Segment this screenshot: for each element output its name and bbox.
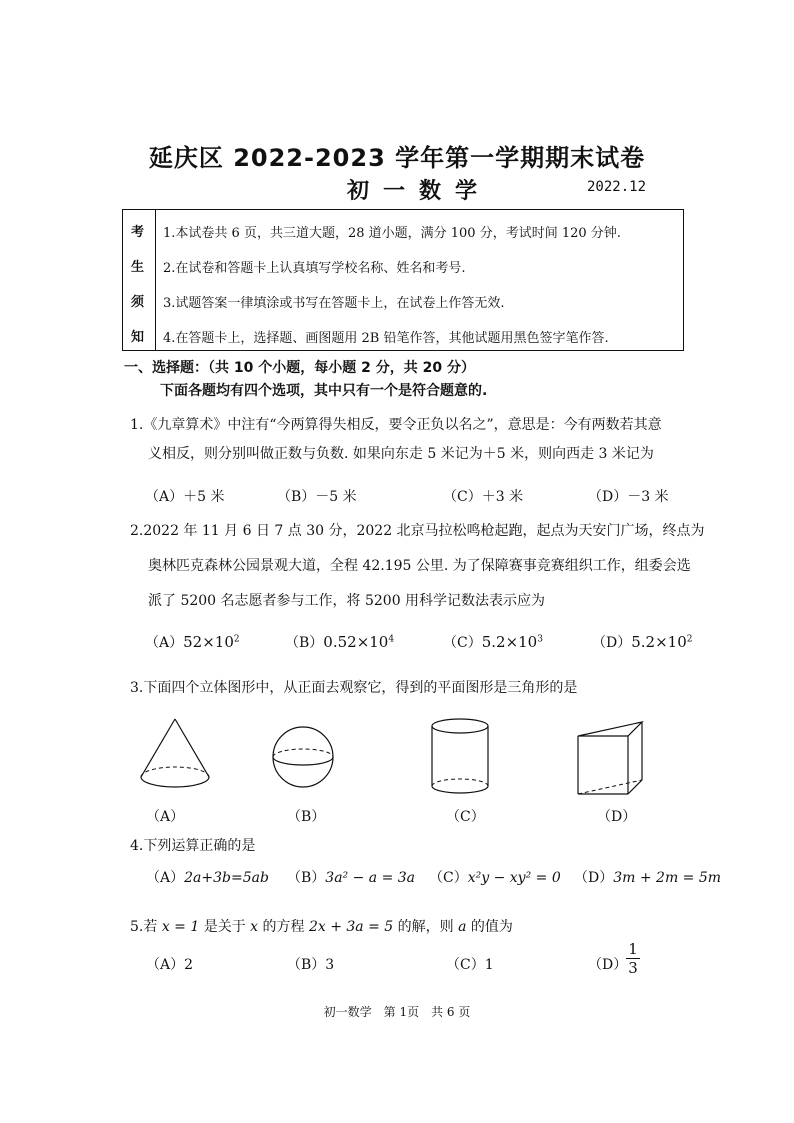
option-expression: x²y − xy² = 0 [467, 870, 561, 886]
q5-text: 的方程 [258, 919, 309, 935]
figure-label-b: （B） [287, 809, 326, 825]
q2-option-a [145, 632, 240, 652]
notice-label-char: 知 [131, 330, 145, 345]
question-2-line: 派了 5200 名志愿者参与工作，将 5200 用科学记数法表示应为 [148, 593, 546, 609]
fraction-denominator: 3 [628, 959, 638, 977]
page-title: 延庆区 2022-2023 学年第一学期期末试卷 [148, 144, 646, 172]
figure-label-a: （A） [146, 809, 185, 825]
option-exponent: 4 [388, 634, 395, 645]
option-value: 1 [484, 957, 494, 973]
notice-item: 4.在答题卡上，选择题、画图题用 2B 铅笔作答，其他试题用黑色签字笔作答. [163, 331, 609, 346]
option-base: 0.52×10 [323, 633, 389, 651]
option-label: （B） [287, 870, 326, 886]
q5-text: 的解，则 [393, 919, 459, 935]
option-label: （A） [146, 870, 185, 886]
q1-option-b: （B）－5 米 [277, 489, 357, 505]
question-3-stem: 3.下面四个立体图形中，从正面去观察它，得到的平面图形是三角形的是 [130, 680, 578, 696]
q2-option-b [285, 632, 394, 652]
q4-option-a [146, 867, 269, 887]
figure-label-c: （C） [446, 809, 485, 825]
fraction-numerator: 1 [628, 940, 638, 958]
q5-math: x = 1 [161, 919, 200, 935]
cone-figure [135, 715, 215, 795]
notice-item: 3.试题答案一律填涂或书写在答题卡上，在试卷上作答无效. [163, 296, 505, 311]
notice-label-column [123, 210, 156, 350]
q5-option-b [287, 954, 334, 974]
option-base: 52×10 [183, 633, 234, 651]
q4-option-b [287, 867, 415, 887]
option-label: （C） [443, 635, 482, 651]
option-label: （C） [429, 870, 468, 886]
exam-notice-box [122, 209, 684, 351]
option-label: （D） [574, 870, 614, 886]
option-base: 5.2×10 [481, 633, 538, 651]
option-value: 2 [184, 957, 194, 973]
option-exponent: 2 [686, 634, 693, 645]
notice-item: 1.本试卷共 6 页，共三道大题，28 道小题，满分 100 分，考试时间 120 分钟. [163, 226, 621, 241]
q1-option-a: （A）＋5 米 [145, 489, 225, 505]
option-value: 3 [325, 957, 335, 973]
section-instruction: 下面各题均有四个选项，其中只有一个是符合题意的. [160, 383, 488, 399]
q4-option-c [429, 867, 561, 887]
q5-option-a [146, 954, 193, 974]
sphere-figure [268, 722, 338, 792]
cylinder-figure [425, 716, 495, 800]
notice-label-char: 生 [131, 260, 145, 275]
q4-option-d [574, 867, 721, 887]
question-2-line: 奥林匹克森林公园景观大道，全程 42.195 公里. 为了保障赛事竞赛组织工作，组委会选 [148, 558, 691, 574]
q5-option-c [446, 954, 494, 974]
option-exponent: 3 [537, 634, 543, 645]
option-base: 5.2×10 [631, 633, 687, 651]
notice-label-char: 考 [131, 225, 145, 240]
q1-option-d: （D）－3 米 [588, 489, 669, 505]
page-subtitle: 初一数学 [347, 179, 492, 204]
q5-text: 5.若 [130, 919, 162, 935]
exam-date: 2022.12 [587, 179, 647, 195]
option-label: （A） [145, 635, 184, 651]
option-expression: 3m + 2m = 5m [613, 870, 722, 886]
question-4-stem: 4.下列运算正确的是 [130, 838, 256, 854]
notice-label-char: 须 [131, 295, 145, 310]
q5-option-d [588, 954, 627, 974]
question-1-line: 义相反，则分别叫做正数与负数. 如果向东走 5 米记为＋5 米，则向西走 3 米记为 [148, 446, 654, 462]
option-label: （B） [285, 635, 324, 651]
option-expression: 2a+3b=5ab [184, 870, 269, 886]
question-5-stem [130, 916, 513, 936]
option-label: （D） [592, 635, 632, 651]
q5-text: 是关于 [199, 919, 251, 935]
option-exponent: 2 [233, 634, 240, 645]
q5-math: a [458, 919, 467, 935]
q2-option-d [592, 632, 692, 652]
q5-option-d-fraction [626, 940, 640, 977]
q5-math: x [250, 919, 259, 935]
q5-text: 的值为 [466, 919, 513, 935]
option-label: （A） [146, 957, 185, 973]
q2-option-c [443, 632, 543, 652]
option-label: （B） [287, 957, 326, 973]
q1-option-c: （C）＋3 米 [443, 489, 524, 505]
option-label: （C） [446, 957, 485, 973]
option-expression: 3a² − a = 3a [325, 870, 416, 886]
q5-math: 2x + 3a = 5 [308, 919, 394, 935]
triangular-prism-figure [572, 716, 652, 800]
option-label: （D） [588, 957, 628, 973]
page-footer: 初一数学 第 1页 共 6 页 [323, 1005, 471, 1019]
question-1-line: 1.《九章算术》中注有“今两算得失相反，要令正负以名之”，意思是：今有两数若其意 [130, 417, 662, 433]
notice-item: 2.在试卷和答题卡上认真填写学校名称、姓名和考号. [163, 261, 466, 276]
figure-label-d: （D） [597, 809, 637, 825]
question-2-line: 2.2022 年 11 月 6 日 7 点 30 分，2022 北京马拉松鸣枪起跑，起点为天安门广场，终点为 [130, 523, 705, 539]
section-heading: 一、选择题：（共 10 个小题，每小题 2 分，共 20 分） [124, 360, 475, 376]
